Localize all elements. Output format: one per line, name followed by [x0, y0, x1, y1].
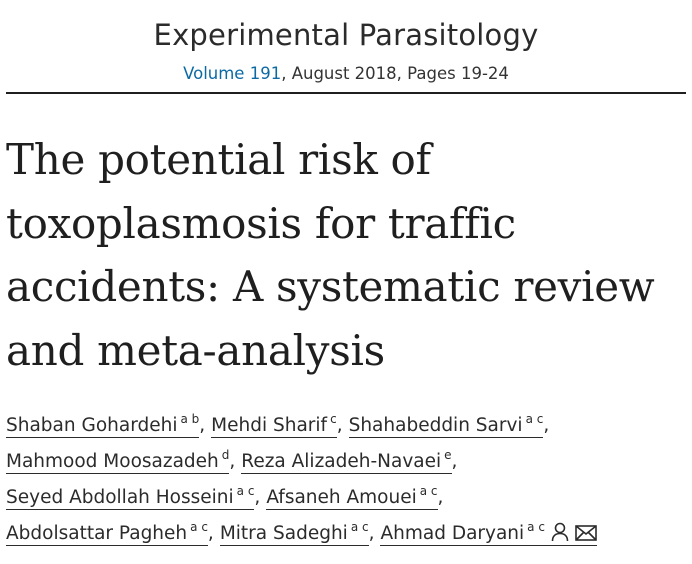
author-affiliation: e — [444, 448, 452, 462]
author-link[interactable] — [211, 412, 337, 438]
author-link[interactable] — [348, 412, 544, 438]
author-link[interactable] — [266, 484, 438, 510]
author-name: Ahmad Daryani — [380, 523, 525, 544]
author-affiliation: a c — [190, 520, 208, 534]
author-name: Mitra Sadeghi — [219, 523, 348, 544]
article-title — [6, 128, 690, 382]
author-affiliation: a c — [527, 520, 545, 534]
envelope-icon[interactable] — [575, 524, 597, 542]
author-name: Reza Alizadeh-Navaei — [241, 451, 442, 472]
author-name: Afsaneh Amouei — [266, 487, 417, 508]
author-name: Mehdi Sharif — [211, 415, 328, 436]
author-name: Abdolsattar Pagheh — [6, 523, 188, 544]
author-link[interactable] — [6, 412, 200, 438]
title-line: accidents: A systematic review — [6, 262, 655, 311]
issue-details: , August 2018, Pages 19-24 — [281, 64, 509, 83]
author-link[interactable] — [219, 520, 369, 546]
author-link[interactable] — [6, 448, 230, 474]
person-icon[interactable] — [551, 522, 569, 542]
author-name: Shahabeddin Sarvi — [348, 415, 523, 436]
author-affiliation: a b — [180, 412, 200, 426]
journal-name[interactable]: Experimental Parasitology — [153, 18, 539, 52]
author-name: Shaban Gohardehi — [6, 415, 178, 436]
title-line: and meta-analysis — [6, 325, 385, 375]
author-link[interactable] — [380, 520, 596, 546]
author-line: Abdolsattar Pagheh $^{a c}$, Mitra Sadeghi $^{a c}$, Ahmad Daryani $^{a c}$ — [6, 516, 690, 552]
author-list — [6, 408, 690, 552]
volume-link[interactable]: Volume 191 — [183, 64, 282, 83]
author-affiliation: a c — [236, 484, 255, 498]
author-affiliation: d — [221, 448, 230, 462]
author-affiliation: c — [330, 412, 337, 426]
author-link[interactable] — [6, 520, 208, 546]
header-divider — [6, 92, 686, 94]
author-link[interactable] — [241, 448, 452, 474]
issue-info — [0, 64, 692, 83]
author-affiliation: a c — [350, 520, 369, 534]
author-line: Seyed Abdollah Hosseini $^{a c}$, Afsaneh Amouei $^{a c}$, — [6, 484, 444, 508]
title-line: toxoplasmosis for traffic — [6, 198, 516, 248]
author-line: Mahmood Moosazadeh $^d$, Reza Alizadeh-Navaei $^e$, — [6, 448, 458, 472]
author-line: Shaban Gohardehi $^{a b}$, Mehdi Sharif $^c$, Shahabeddin Sarvi $^{a c}$, — [6, 412, 550, 436]
author-name: Mahmood Moosazadeh — [6, 451, 219, 472]
author-affiliation: a c — [419, 484, 438, 498]
title-line: The potential risk of — [6, 135, 431, 184]
author-name: Seyed Abdollah Hosseini — [6, 487, 234, 508]
author-affiliation: a c — [525, 412, 544, 426]
